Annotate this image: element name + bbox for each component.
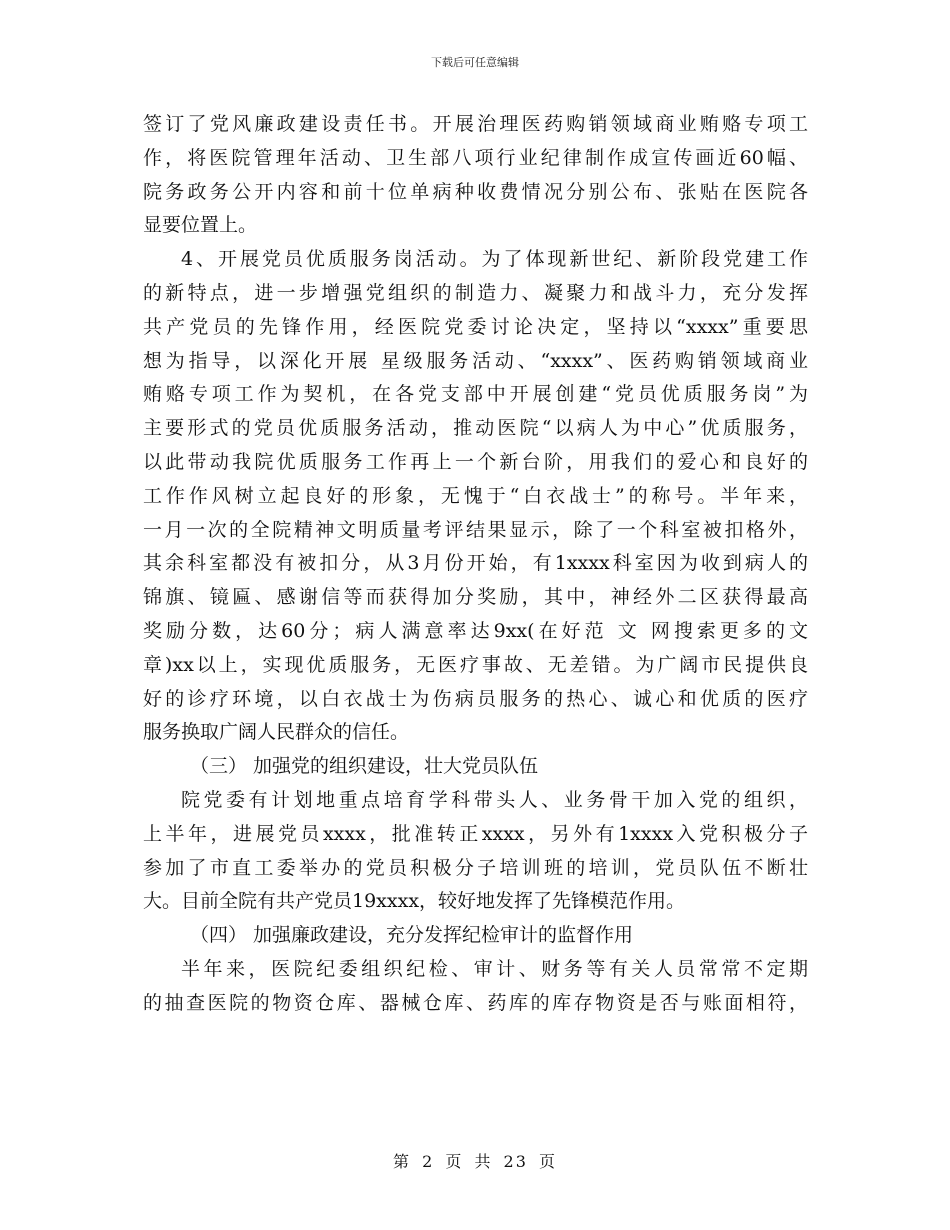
text-line: 签订了党风廉政建设责任书。开展治理医药购销领域商业贿赂专项工 <box>143 113 808 135</box>
text-line: 服务换取广阔人民群众的信任。 <box>143 721 410 744</box>
text-line: 上半年，进展党员xxxx，批准转正xxxx，另外有1xxxx入党积极分子 <box>143 822 808 845</box>
text-line: 章)xx以上，实现优质服务，无医疗事故、无差错。为广阔市民提供良 <box>143 653 808 676</box>
paragraph-start-line: 4、开展党员优质服务岗活动。为了体现新世纪、新阶段党建工作 <box>181 248 808 271</box>
text-line: 贿赂专项工作为契机，在各党支部中开展创建“党员优质服务岗”为 <box>143 383 808 406</box>
page-header-note: 下载后可任意编辑 <box>431 56 519 69</box>
text-line: 共产党员的先锋作用，经医院党委讨论决定，坚持以“xxxx”重要思 <box>143 315 808 338</box>
paragraph-start-line: 院党委有计划地重点培育学科带头人、业务骨干加入党的组织， <box>181 788 808 811</box>
text-line: 想为指导，以深化开展 星级服务活动、“xxxx”、医药购销领域商业 <box>143 349 808 372</box>
page-number: 第 2 页 共 23 页 <box>393 1152 557 1171</box>
text-line: 大。目前全院有共产党员19xxxx，较好地发挥了先锋模范作用。 <box>143 890 686 913</box>
text-line: 参加了市直工委举办的党员积极分子培训班的培训，党员队伍不断壮 <box>143 856 808 879</box>
text-line: 的新特点，进一步增强党组织的制造力、凝聚力和战斗力，充分发挥 <box>143 281 808 304</box>
text-line: 锦旗、镜匾、感谢信等而获得加分奖励，其中，神经外二区获得最高 <box>143 586 808 609</box>
text-line: 其余科室都没有被扣分，从3月份开始，有1xxxx科室因为收到病人的 <box>143 552 808 575</box>
text-line: 院务政务公开内容和前十位单病种收费情况分别公布、张贴在医院各 <box>143 180 808 203</box>
text-line: 一月一次的全院精神文明质量考评结果显示，除了一个科室被扣格外， <box>143 518 808 541</box>
paragraph-start-line: 半年来，医院纪委组织纪检、审计、财务等有关人员常常不定期 <box>181 957 808 980</box>
document-body <box>143 108 808 1021</box>
section-heading: （四） 加强廉政建设，充分发挥纪检审计的监督作用 <box>190 924 634 947</box>
text-line: 主要形式的党员优质服务活动，推动医院“以病人为中心”优质服务， <box>143 417 808 440</box>
text-line: 奖励分数，达60分；病人满意率达9xx(在好范 文 网搜索更多的文 <box>143 619 808 642</box>
text-line: 的抽查医院的物资仓库、器械仓库、药库的库存物资是否与账面相符， <box>143 991 808 1014</box>
text-line: 好的诊疗环境，以白衣战士为伤病员服务的热心、诚心和优质的医疗 <box>143 687 808 710</box>
text-line: 显要位置上。 <box>143 214 258 237</box>
text-line: 作，将医院管理年活动、卫生部八项行业纪律制作成宣传画近60幅、 <box>143 146 808 169</box>
section-heading: （三） 加强党的组织建设，壮大党员队伍 <box>190 755 539 778</box>
text-line: 工作作风树立起良好的形象，无愧于“白衣战士”的称号。半年来， <box>143 484 808 507</box>
text-line: 以此带动我院优质服务工作再上一个新台阶，用我们的爱心和良好的 <box>143 450 808 473</box>
